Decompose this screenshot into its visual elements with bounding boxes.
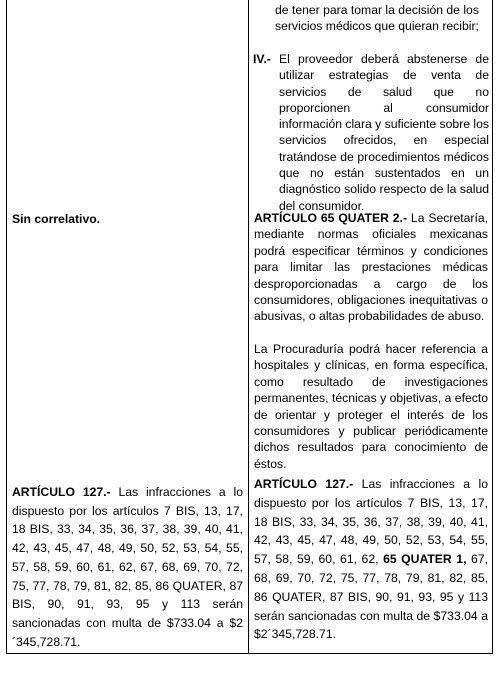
left-article-127-heading: ARTÍCULO 127.- bbox=[12, 485, 111, 499]
item-iv-number: IV.- bbox=[253, 52, 271, 66]
left-article-127 bbox=[12, 483, 243, 651]
article-65-quater-2-body: La Secretaría, mediante normas oficiales mexicanas podrá especificar términos y condiciones para limitar las prestaciones médicas desproporcionadas a cargo de los consumidores, obligaciones inequitativas o abusivas, o altas probabilidades de abuso. bbox=[254, 211, 488, 324]
left-article-127-body: Las infracciones a lo dispuesto por los artículos 7 BIS, 13, 17, 18 BIS, 33, 34, 35, 36, 37, 38, 39, 40, 41, 42, 43, 45, 47, 48, 49, 50, 52, 53, 54, 55, 57, 58, 59, 60, 61, 62, 67, 68, 69, 70, 72, 75, 77, 78, 79, 81, 82, 85, 86 QUATER, 87 BIS, 90, 91, 93, 95 y 113 serán sancionadas con multa de $733.04 a $2´345,728.71. bbox=[12, 485, 243, 649]
article-65-quater-2-heading: ARTÍCULO 65 QUATER 2.- bbox=[254, 211, 408, 225]
table-bottom-border bbox=[6, 653, 493, 654]
table-left-border bbox=[6, 0, 7, 654]
table-column-divider bbox=[248, 0, 249, 654]
right-article-127-body-b: 67, 68, 69, 70, 72, 75, 77, 78, 79, 81, 82, 85, 86 QUATER, 87 BIS, 90, 91, 93, 95 y 113 serán sancionadas con multa de $733.04 a $2´345,728.71. bbox=[254, 552, 488, 642]
right-article-127-bold-ref: 65 QUATER 1, bbox=[383, 552, 467, 567]
right-article-127 bbox=[254, 475, 488, 644]
right-article-127-heading: ARTÍCULO 127.- bbox=[254, 477, 354, 491]
article-65-quater-2 bbox=[254, 210, 488, 325]
table-right-border bbox=[492, 0, 493, 654]
continuation-text: de tener para tomar la decisión de los servicios médicos que quieran recibir; bbox=[275, 3, 479, 34]
sin-correlativo-label: Sin correlativo. bbox=[12, 212, 101, 226]
right-article-127-body-a: Las infracciones a lo dispuesto por los artículos 7 BIS, 13, 17, 18 BIS, 33, 34, 35, 36, 37, 38, 39, 40, 41, 42, 43, 45, 47, 48, 49, 50, 52, 53, 54, 55, 57, 58, 59, 60, 61, 62, bbox=[254, 477, 488, 567]
item-iv bbox=[253, 51, 489, 213]
article-65-quater-2-paragraph-2: La Procuraduría podrá hacer referencia a hospitales y clínicas, en forma específica, como resultado de investigaciones permanentes, técnicas y objetivas, a efecto de orientar y proteger el interés de los consumidores y publicar periódicamente dichos resultados para conocimiento de éstos. bbox=[254, 342, 488, 471]
item-iv-text: El proveedor deberá abstenerse de utilizar estrategias de venta de servicios de salud que no proporcionen al consumidor información clara y suficiente sobre los servicios ofrecidos, en especial tratándose de procedimientos médicos que no están sustentados en un diagnóstico solido respecto de la salud del consumidor. bbox=[279, 52, 489, 213]
